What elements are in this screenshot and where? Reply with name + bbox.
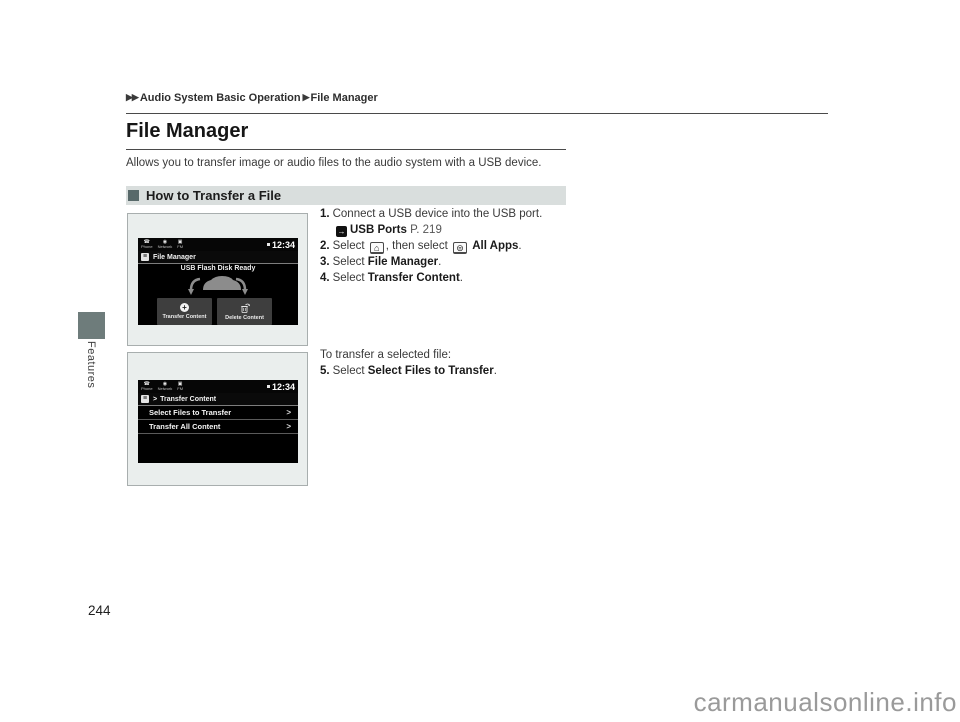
clock: 12:34 — [267, 382, 295, 392]
step-5: 5. Select Select Files to Transfer. — [320, 365, 497, 377]
screen-file-manager — [138, 238, 298, 325]
network-icon: ◉ Network — [157, 380, 173, 392]
chevron-right-icon: > — [286, 408, 291, 417]
chevron-right-icon: > — [286, 422, 291, 431]
breadcrumb-arrows-icon: ▶▶ — [126, 92, 138, 102]
step-1: 1. Connect a USB device into the USB port. — [320, 208, 543, 220]
title-underline — [126, 149, 566, 150]
signal-icon — [267, 243, 270, 246]
screen-title-bar — [138, 393, 298, 406]
status-bar — [138, 380, 298, 393]
transfer-content-button[interactable]: + Transfer Content — [157, 298, 212, 325]
breadcrumb — [126, 92, 378, 104]
step-4: 4. Select Transfer Content. — [320, 272, 463, 284]
phone-icon: ☎ Phone — [141, 238, 153, 250]
fm-icon: ▣ FM — [177, 380, 184, 392]
step-2: 2. Select ⌂ , then select ⊜ All Apps. — [320, 240, 522, 253]
network-icon: ◉ Network — [157, 238, 173, 250]
breadcrumb-arrow-icon: ▶ — [302, 92, 309, 102]
trash-icon — [240, 303, 250, 313]
reference-arrow-icon: → — [337, 227, 346, 236]
page-title: File Manager — [126, 120, 249, 142]
screen-button-row — [157, 298, 272, 325]
top-rule — [126, 113, 828, 114]
home-button-icon: ⌂ — [370, 242, 384, 254]
usb-ready-message: USB Flash Disk Ready — [180, 265, 256, 272]
delete-content-button[interactable]: Delete Content — [217, 298, 272, 325]
instruction-steps — [320, 206, 620, 286]
list-item-select-files[interactable]: Select Files to Transfer > — [138, 406, 298, 420]
menu-icon: ≡ — [142, 253, 148, 260]
plus-icon: + — [180, 303, 189, 312]
car-graphic — [178, 271, 258, 297]
features-tab-marker — [78, 312, 105, 339]
status-bar — [138, 238, 298, 251]
breadcrumb-section: Audio System Basic Operation — [139, 92, 301, 104]
screen-transfer-content — [138, 380, 298, 463]
all-apps-icon: ⊜ — [453, 242, 467, 254]
watermark: carmanualsonline.info — [693, 687, 957, 717]
signal-icon — [267, 385, 270, 388]
menu-icon: ≡ — [142, 395, 148, 402]
screen-title-bar — [138, 251, 298, 264]
section-bullet-icon — [128, 190, 139, 201]
back-chevron-icon: > — [153, 395, 158, 403]
clock: 12:34 — [267, 240, 295, 250]
page-number: 244 — [88, 603, 111, 618]
features-tab-label: Features — [85, 341, 97, 389]
list-item-transfer-all[interactable]: Transfer All Content > — [138, 420, 298, 434]
screen-title: File Manager — [153, 253, 196, 261]
note-selected-file: To transfer a selected file: — [320, 349, 452, 361]
section-header — [126, 186, 566, 205]
screen-title: Transfer Content — [160, 395, 217, 403]
step-3: 3. Select File Manager. — [320, 256, 442, 268]
illustration-file-manager-screen — [127, 213, 308, 346]
intro-text: Allows you to transfer image or audio files to the audio system with a USB device. — [126, 157, 542, 169]
phone-icon: ☎ Phone — [141, 380, 153, 392]
fm-icon: ▣ FM — [177, 238, 184, 250]
illustration-transfer-content-screen — [127, 352, 308, 486]
breadcrumb-current: File Manager — [310, 92, 378, 104]
section-title: How to Transfer a File — [146, 188, 282, 203]
reference-link[interactable]: → USB Ports P. 219 — [337, 224, 442, 236]
instruction-steps-continued — [320, 347, 620, 379]
